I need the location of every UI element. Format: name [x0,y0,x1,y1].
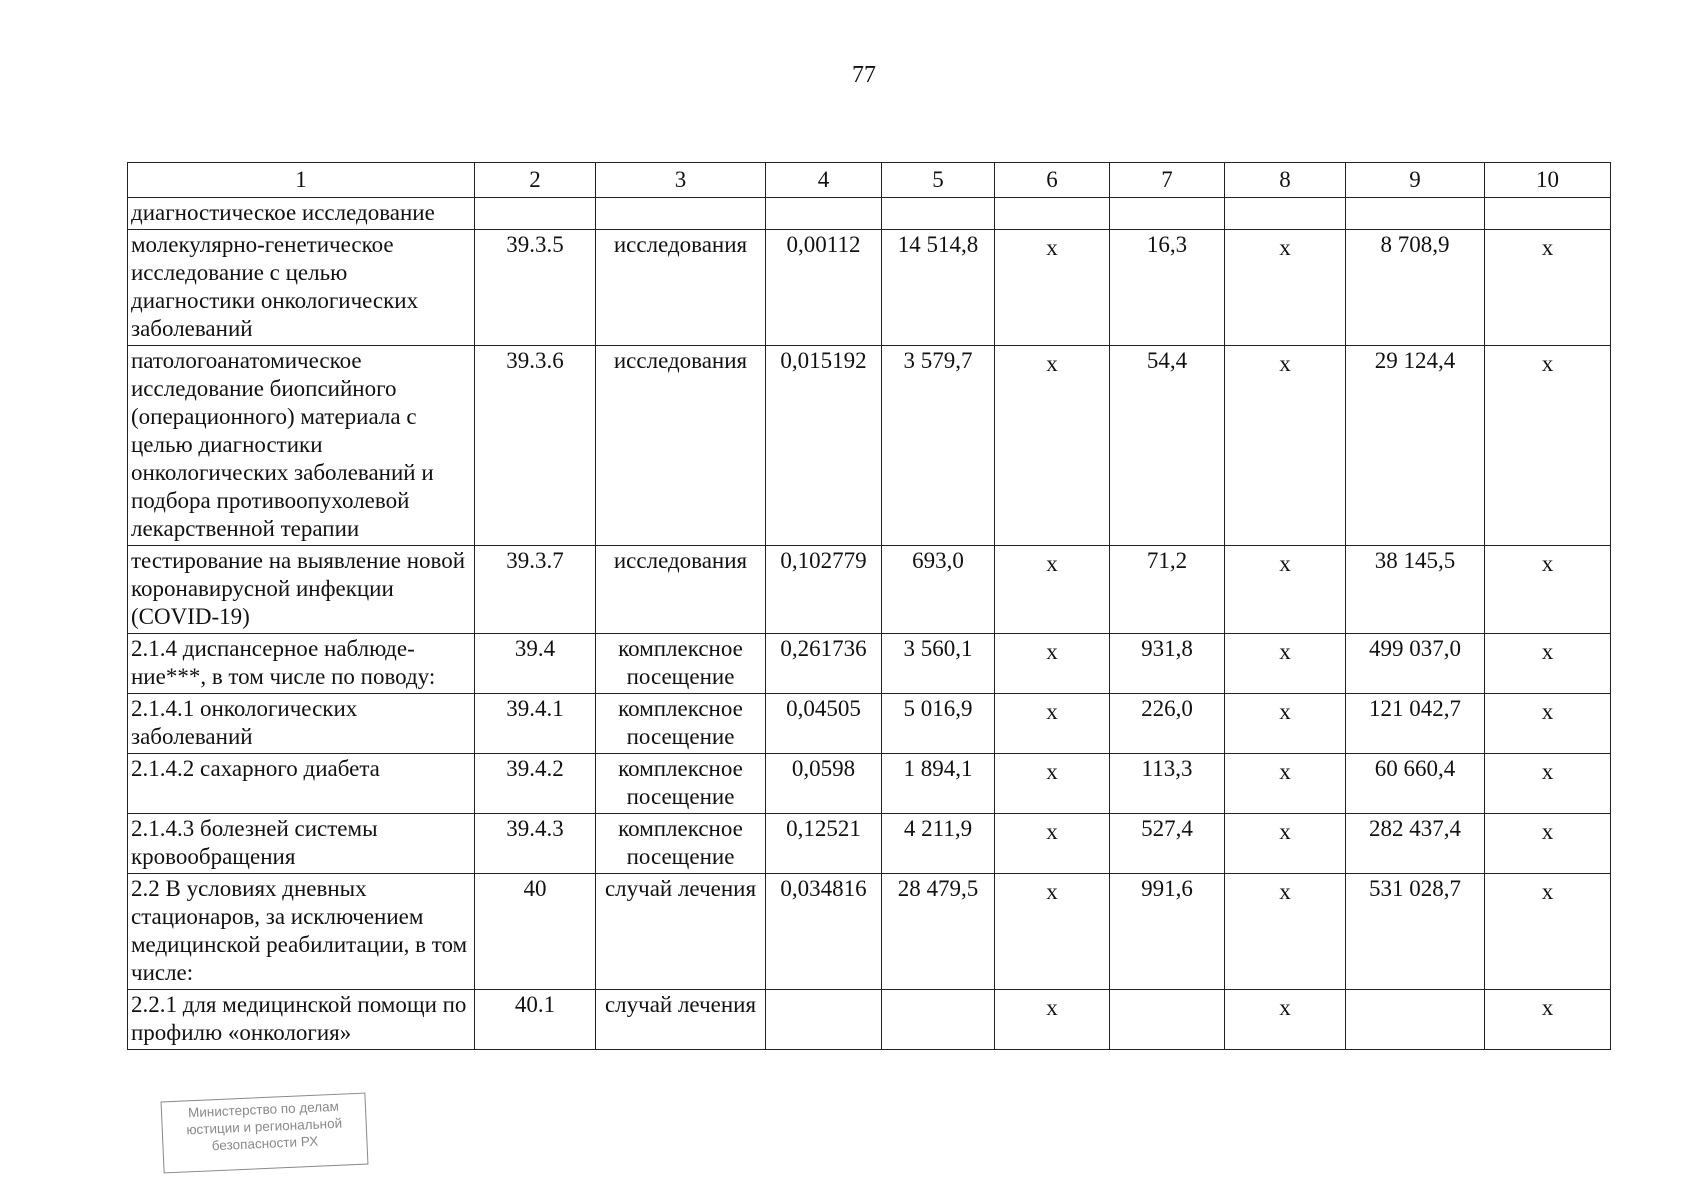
table-cell-c10: x [1485,230,1611,346]
table-cell-c8: x [1225,634,1346,694]
table-cell-c6: x [995,814,1110,874]
table-cell-c10: x [1485,874,1611,990]
table-cell-c7 [1110,198,1225,230]
header-row [128,163,1611,198]
table-cell-c7: 16,3 [1110,230,1225,346]
table-cell-c6: x [995,634,1110,694]
table-cell-name: молекулярно-генетическое исследование с целью диагностики онкологических заболеваний [128,230,475,346]
table-cell-code: 39.4.3 [475,814,596,874]
table-cell-c4: 0,015192 [766,346,882,546]
table-cell-c10: x [1485,546,1611,634]
registration-stamp [161,1093,369,1174]
table-cell-unit: случай лечения [596,990,766,1050]
table-cell-unit: исследования [596,546,766,634]
table-cell-code: 39.3.5 [475,230,596,346]
data-table [127,162,1611,1050]
column-header: 5 [882,163,995,198]
table-cell-unit: комплексное посещение [596,634,766,694]
table-cell-c5: 14 514,8 [882,230,995,346]
table-cell-code: 39.3.6 [475,346,596,546]
column-header: 2 [475,163,596,198]
table-cell-name: 2.2.1 для медицинской помощи по профилю «онкология» [128,990,475,1050]
table-cell-unit: комплексное посещение [596,814,766,874]
table-cell-name: диагностическое исследование [128,198,475,230]
table-cell-c4: 0,034816 [766,874,882,990]
table-cell-c6: x [995,990,1110,1050]
table-cell-name: 2.1.4.2 сахарного диабета [128,754,475,814]
table-cell-c7: 931,8 [1110,634,1225,694]
table-cell-c4: 0,04505 [766,694,882,754]
table-cell-c8: x [1225,754,1346,814]
table-cell-c8: x [1225,546,1346,634]
table-cell-c6: x [995,694,1110,754]
table-cell-unit: случай лечения [596,874,766,990]
table-row [128,230,1611,346]
table-cell-c9: 499 037,0 [1346,634,1485,694]
table-cell-c10 [1485,198,1611,230]
table-cell-c9: 282 437,4 [1346,814,1485,874]
table-cell-c5: 28 479,5 [882,874,995,990]
table-row [128,874,1611,990]
table-cell-c4 [766,990,882,1050]
column-header: 8 [1225,163,1346,198]
table-row [128,814,1611,874]
table-cell-code: 40 [475,874,596,990]
table-cell-c10: x [1485,754,1611,814]
table-cell-c5: 3 579,7 [882,346,995,546]
table-cell-unit: исследования [596,230,766,346]
table-cell-c9 [1346,198,1485,230]
table-row [128,634,1611,694]
table-cell-c5: 693,0 [882,546,995,634]
table-cell-code: 39.4.1 [475,694,596,754]
table-cell-c4: 0,12521 [766,814,882,874]
table-cell-c5: 4 211,9 [882,814,995,874]
table-cell-c9: 8 708,9 [1346,230,1485,346]
column-header: 9 [1346,163,1485,198]
table-cell-c8: x [1225,814,1346,874]
column-header: 6 [995,163,1110,198]
table-cell-c8: x [1225,346,1346,546]
table-cell-name: тестирование на выявление новой коронавирусной инфекции (COVID-19) [128,546,475,634]
table-row [128,754,1611,814]
table-cell-name: патологоанатомическое исследование биопсийного (операционного) материала с целью диагностики онкологических заболеваний и подбора противоопухолевой лекарственной терапии [128,346,475,546]
table-cell-c8: x [1225,694,1346,754]
table-cell-c8: x [1225,230,1346,346]
column-header: 4 [766,163,882,198]
table-cell-c9: 531 028,7 [1346,874,1485,990]
table-cell-c8: x [1225,990,1346,1050]
table-cell-name: 2.1.4.1 онкологических заболеваний [128,694,475,754]
table-cell-c8: x [1225,874,1346,990]
table-cell-unit: комплексное посещение [596,754,766,814]
table-cell-c5: 3 560,1 [882,634,995,694]
table-row [128,990,1611,1050]
column-header: 10 [1485,163,1611,198]
table-cell-c7: 113,3 [1110,754,1225,814]
table-cell-c8 [1225,198,1346,230]
table-cell-name: 2.2 В условиях дневных стационаров, за исключением медицинской реабилитации, в том числе: [128,874,475,990]
table-cell-c4: 0,0598 [766,754,882,814]
table-cell-c7: 54,4 [1110,346,1225,546]
table-cell-c4 [766,198,882,230]
table-cell-unit: исследования [596,346,766,546]
table-cell-c7: 527,4 [1110,814,1225,874]
table-cell-c4: 0,00112 [766,230,882,346]
column-header: 7 [1110,163,1225,198]
table-cell-c6: x [995,874,1110,990]
table-cell-c7: 991,6 [1110,874,1225,990]
table-cell-code: 39.4.2 [475,754,596,814]
table-cell-c7 [1110,990,1225,1050]
table-cell-c9: 121 042,7 [1346,694,1485,754]
table-body [128,198,1611,1050]
table-cell-c10: x [1485,634,1611,694]
table-cell-c10: x [1485,694,1611,754]
table-cell-code [475,198,596,230]
stamp-line: юстиции и региональной [186,1115,343,1138]
table-cell-c4: 0,261736 [766,634,882,694]
table-cell-name: 2.1.4 диспансерное наблюде-ние***, в том числе по поводу: [128,634,475,694]
table-cell-c9 [1346,990,1485,1050]
stamp-line: Министерство по делам [187,1098,340,1121]
table-cell-c6: x [995,346,1110,546]
table-cell-c7: 226,0 [1110,694,1225,754]
table-row [128,694,1611,754]
page-number: 77 [852,62,876,88]
table-cell-c6: x [995,230,1110,346]
table-cell-c10: x [1485,814,1611,874]
table-cell-c5: 1 894,1 [882,754,995,814]
table-cell-c9: 29 124,4 [1346,346,1485,546]
table-cell-unit: комплексное посещение [596,694,766,754]
table-row [128,198,1611,230]
table-cell-c6: x [995,546,1110,634]
table-cell-name: 2.1.4.3 болезней системы кровообращения [128,814,475,874]
column-header: 1 [128,163,475,198]
table-cell-code: 39.3.7 [475,546,596,634]
table-row [128,346,1611,546]
table-cell-c4: 0,102779 [766,546,882,634]
table-cell-c9: 38 145,5 [1346,546,1485,634]
table-cell-c10: x [1485,990,1611,1050]
table-cell-c5 [882,990,995,1050]
table-cell-c9: 60 660,4 [1346,754,1485,814]
table-cell-c5: 5 016,9 [882,694,995,754]
table-cell-c6: x [995,754,1110,814]
table-cell-c7: 71,2 [1110,546,1225,634]
table-cell-code: 40.1 [475,990,596,1050]
table-cell-c10: x [1485,346,1611,546]
column-header: 3 [596,163,766,198]
stamp-line: безопасности РХ [211,1133,319,1154]
table-cell-unit [596,198,766,230]
table-cell-c5 [882,198,995,230]
table-row [128,546,1611,634]
table-cell-c6 [995,198,1110,230]
table-cell-code: 39.4 [475,634,596,694]
